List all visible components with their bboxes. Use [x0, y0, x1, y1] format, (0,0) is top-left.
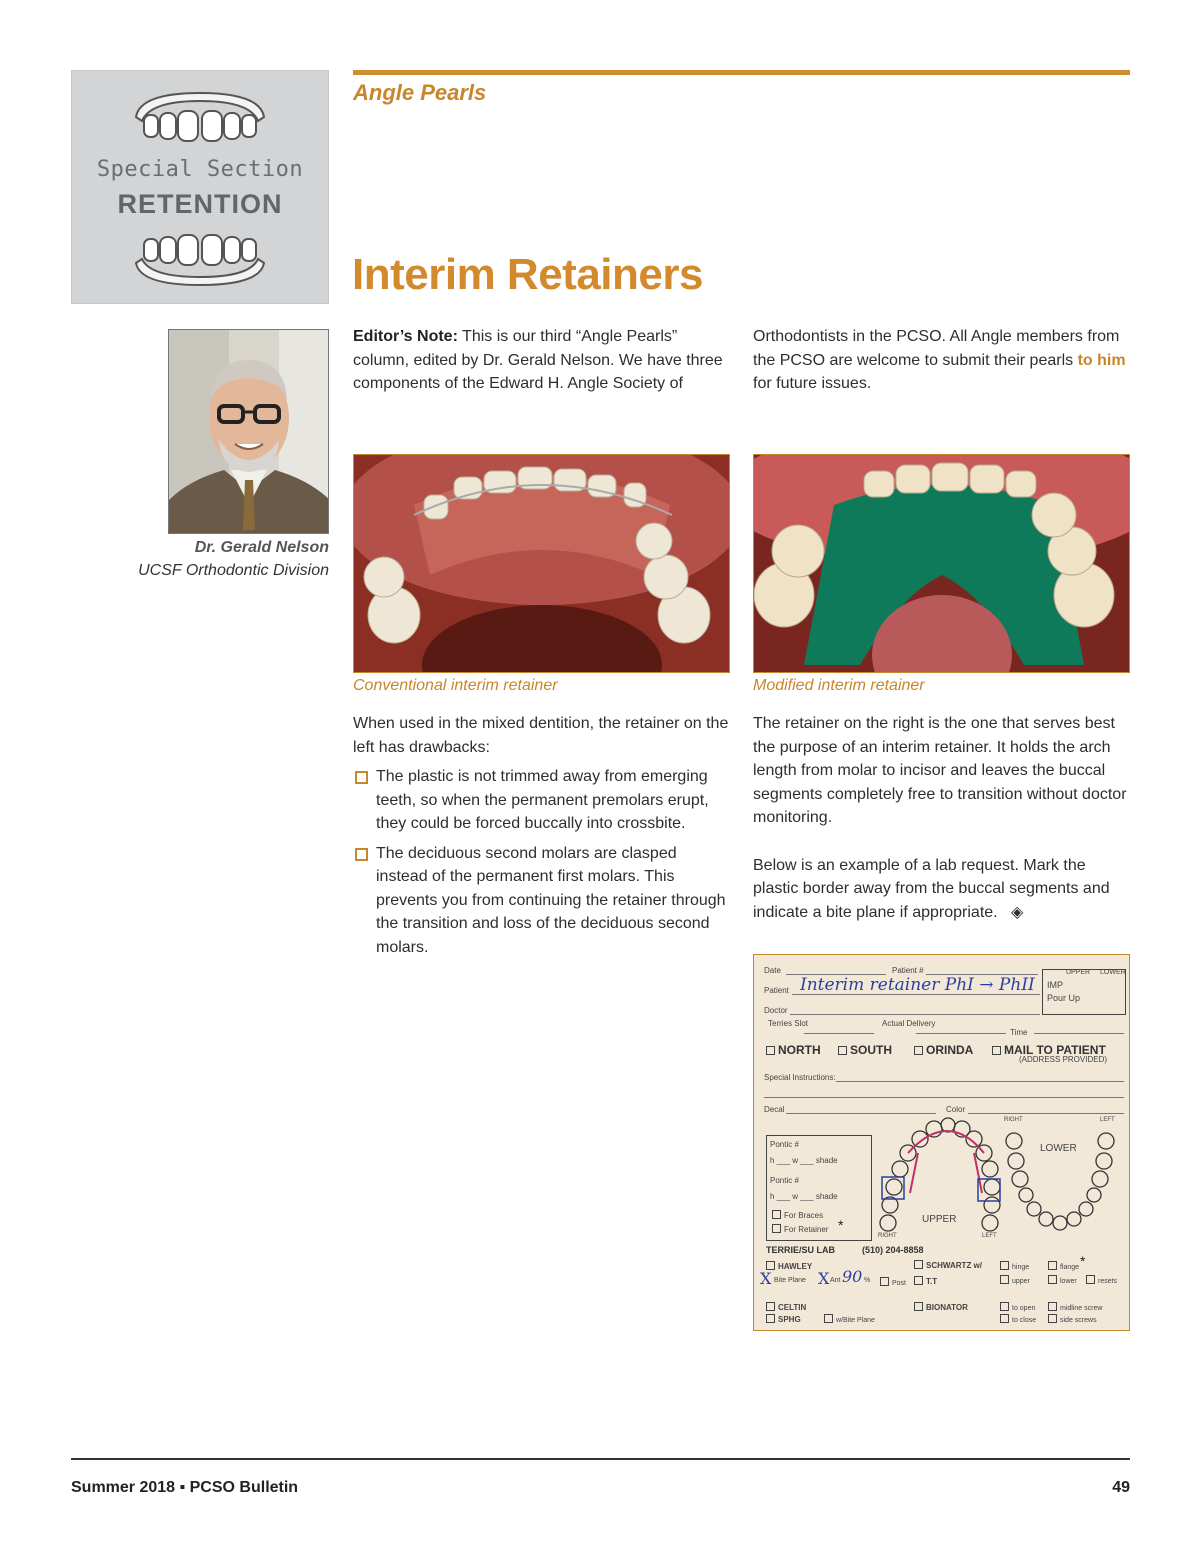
- editors-note-label: Editor’s Note:: [353, 328, 458, 345]
- article-title: Interim Retainers: [352, 250, 703, 299]
- form-for-braces: For Braces: [772, 1210, 823, 1220]
- form-ant-value: 90: [842, 1267, 863, 1286]
- footer-publication: Summer 2018 ▪ PCSO Bulletin: [71, 1479, 299, 1496]
- form-address-provided: (ADDRESS PROVIDED): [1019, 1055, 1108, 1064]
- special-section-box: [71, 70, 329, 304]
- left-intro: When used in the mixed dentition, the retainer on the left has drawbacks:: [353, 715, 729, 756]
- form-flange-option: flange: [1048, 1261, 1079, 1271]
- form-percent: %: [864, 1277, 871, 1284]
- list-item: [353, 765, 731, 836]
- right-para-2-text: Below is an example of a lab request. Mark the plastic border away from the buccal segments and indicate a bite plane if appropriate.: [753, 856, 1110, 921]
- form-mail-option: MAIL TO PATIENT: [992, 1043, 1106, 1057]
- left-column-text: [353, 712, 731, 965]
- bullet-box-icon: [355, 771, 368, 784]
- conventional-retainer-photo: [353, 454, 730, 673]
- form-orinda-option: ORINDA: [914, 1043, 973, 1057]
- form-decal-label: Decal: [764, 1105, 785, 1114]
- form-pontic-label: Pontic #: [770, 1140, 799, 1149]
- retention-label: RETENTION: [117, 189, 283, 219]
- form-terries-slot: Terries Slot: [768, 1019, 809, 1028]
- form-sphg-option: SPHG: [766, 1314, 801, 1324]
- form-tt-option: T.T: [914, 1276, 937, 1286]
- editors-note-text: This is our third “Angle Pearls” column, edited by Dr. Gerald Nelson. We have three components of the Edward H. Angle Society of: [353, 328, 723, 392]
- form-to-open-option: to open: [1000, 1302, 1035, 1312]
- bullet-text: The plastic is not trimmed away from emerging teeth, so when the permanent premolars erupt, they could be forced buccally into crossbite.: [376, 768, 709, 832]
- form-lower-col: LOWER: [1100, 969, 1126, 976]
- form-actual-delivery: Actual Delivery: [882, 1019, 936, 1028]
- form-lower-left: LEFT: [1100, 1117, 1115, 1123]
- end-mark-icon: ◈: [1010, 903, 1024, 921]
- form-midline-screw-option: midline screw: [1048, 1302, 1102, 1312]
- form-schwartz-option: SCHWARTZ w/: [914, 1260, 982, 1270]
- asterisk-icon: *: [838, 1217, 844, 1233]
- form-bite-plane: Bite Plane: [774, 1277, 806, 1284]
- form-lab-phone: (510) 204-8858: [862, 1245, 924, 1255]
- editors-note-part2: [753, 325, 1128, 396]
- asterisk-icon: *: [1080, 1253, 1086, 1269]
- list-item: [353, 842, 731, 960]
- form-w-bite-plane-option: w/Bite Plane: [824, 1314, 875, 1324]
- editors-note-part1: [353, 325, 728, 396]
- author-name: Dr. Gerald Nelson: [194, 539, 329, 556]
- form-upper-right: RIGHT: [878, 1233, 897, 1239]
- header-rule: [353, 70, 1130, 75]
- lower-retainer-icon: [130, 229, 270, 289]
- form-patient-handwriting: Interim retainer PhI → PhII: [800, 975, 1035, 995]
- form-hw-shade-2: h ___ w ___ shade: [770, 1192, 838, 1201]
- right-para-1: The retainer on the right is the one that serves best the purpose of an interim retainer. It holds the arch length from molar to incisor and leaves the buccal segments completely free to transition without doctor monitoring.: [753, 715, 1127, 826]
- form-celtin-option: CELTIN: [766, 1302, 806, 1312]
- form-color-label: Color: [946, 1105, 966, 1114]
- form-date-label: Date: [764, 966, 781, 975]
- tooth-chart-diagram: [874, 1113, 1124, 1241]
- form-side-screws-option: side screws: [1048, 1314, 1097, 1324]
- form-ant: Ant: [830, 1277, 841, 1284]
- form-hinge-option: hinge: [1000, 1261, 1029, 1271]
- form-doctor-label: Doctor: [764, 1006, 788, 1015]
- form-lab-name: TERRIE/SU LAB: [766, 1245, 836, 1255]
- form-check-mark-icon: X: [818, 1269, 830, 1288]
- form-upper-option: upper: [1000, 1275, 1030, 1285]
- lab-request-form: [753, 954, 1130, 1331]
- form-time-label: Time: [1010, 1028, 1028, 1037]
- right-photo-caption: Modified interim retainer: [753, 677, 925, 694]
- form-post-option: Post: [880, 1277, 906, 1287]
- modified-retainer-photo: [753, 454, 1130, 673]
- form-imp-label: IMP: [1047, 980, 1064, 990]
- page-number: 49: [1112, 1479, 1130, 1496]
- form-bionator-option: BIONATOR: [914, 1302, 968, 1312]
- right-para-2: [753, 854, 1131, 925]
- form-lower-right: RIGHT: [1004, 1117, 1023, 1123]
- upper-retainer-icon: [130, 87, 270, 147]
- form-to-close-option: to close: [1000, 1314, 1036, 1324]
- footer-rule: [71, 1458, 1130, 1460]
- special-section-label: Special Section: [96, 157, 304, 182]
- section-label: Angle Pearls: [353, 80, 487, 105]
- form-upper-col: UPPER: [1066, 969, 1091, 976]
- bullet-box-icon: [355, 848, 368, 861]
- form-for-retainer: For Retainer: [772, 1224, 828, 1234]
- form-hw-shade: h ___ w ___ shade: [770, 1156, 838, 1165]
- form-hawley-option: HAWLEY: [766, 1261, 812, 1271]
- form-upper-arch-label: UPPER: [922, 1214, 957, 1225]
- form-north-option: NORTH: [766, 1043, 821, 1057]
- form-special-instructions: Special Instructions:: [764, 1073, 836, 1082]
- author-portrait: [168, 329, 329, 534]
- form-patient-num-label: Patient #: [892, 966, 924, 975]
- form-pontic-label-2: Pontic #: [770, 1176, 799, 1185]
- form-patient-label: Patient: [764, 986, 789, 995]
- form-lower-option: lower: [1048, 1275, 1077, 1285]
- form-lower-arch-label: LOWER: [1040, 1143, 1077, 1154]
- contact-link[interactable]: to him: [1077, 351, 1126, 369]
- left-photo-caption: Conventional interim retainer: [353, 677, 558, 694]
- bullet-text: The deciduous second molars are clasped instead of the permanent first molars. This prevents you from continuing the retainer through the transition and loss of the deciduous second molars.: [376, 844, 726, 956]
- form-upper-left: LEFT: [982, 1233, 997, 1239]
- form-pour-up-label: Pour Up: [1047, 993, 1081, 1003]
- author-affiliation: UCSF Orthodontic Division: [138, 562, 329, 579]
- editors-note-text-2b: for future issues.: [753, 375, 872, 392]
- right-column-text: [753, 712, 1131, 948]
- form-check-mark-icon: X: [760, 1269, 772, 1288]
- editors-note-text-2a: Orthodontists in the PCSO. All Angle members from the PCSO are welcome to submit their pearls: [753, 328, 1120, 369]
- form-resets-option: resets: [1086, 1275, 1117, 1285]
- form-south-option: SOUTH: [838, 1043, 892, 1057]
